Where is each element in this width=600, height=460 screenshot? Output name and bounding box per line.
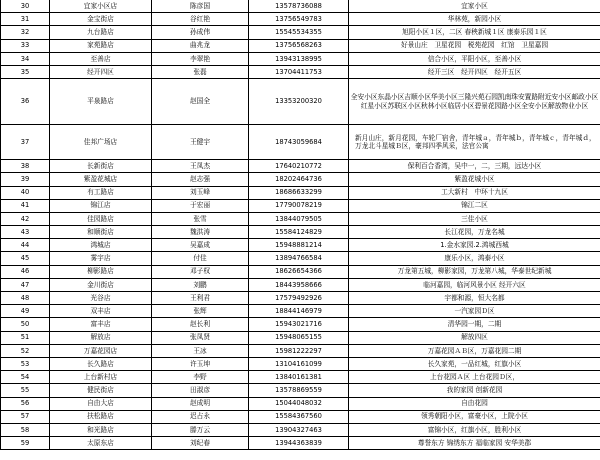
table-row — [1, 160, 600, 173]
contact-person-cell: 赵志强 — [152, 173, 249, 186]
service-area-cell: 万龙第五城，柳影家园，万龙第八城，华泰世纪新城 — [349, 265, 600, 278]
table-row — [1, 292, 600, 305]
phone-cell: 13578736088 — [249, 0, 349, 13]
contact-person-cell: 付佳 — [152, 252, 249, 265]
table-row — [1, 13, 600, 26]
row-number-cell: 56 — [1, 397, 50, 410]
table-row — [1, 397, 600, 410]
table-row — [1, 212, 600, 225]
service-area-cell: 长江花园，万龙名城 — [349, 226, 600, 239]
service-area-cell: 信合小区，平阳小区，至善小区 — [349, 52, 600, 65]
table-row — [1, 186, 600, 199]
row-number-cell: 54 — [1, 371, 50, 384]
contact-person-cell: 张磊 — [152, 65, 249, 78]
contact-person-cell: 张辉 — [152, 305, 249, 318]
phone-cell: 13844079505 — [249, 212, 349, 225]
phone-cell: 13104161099 — [249, 357, 349, 370]
table-row — [1, 344, 600, 357]
row-number-cell: 32 — [1, 26, 50, 39]
table-row — [1, 318, 600, 331]
store-name-cell: 鸿城店 — [50, 239, 152, 252]
phone-cell: 13894766584 — [249, 252, 349, 265]
service-area-cell: 富锦小区，红旗小区，胜利小区 — [349, 423, 600, 436]
phone-cell: 13840161381 — [249, 371, 349, 384]
contact-person-cell: 李翠艳 — [152, 52, 249, 65]
service-area-cell: 万嘉花园ＡＢ区，万嘉花园二期 — [349, 344, 600, 357]
row-number-cell: 52 — [1, 344, 50, 357]
contact-person-cell: 曲兆龙 — [152, 39, 249, 52]
phone-cell: 13578869559 — [249, 384, 349, 397]
service-area-cell: 工大新村 中环十九区 — [349, 186, 600, 199]
phone-cell: 18743059684 — [249, 125, 349, 160]
row-number-cell: 47 — [1, 278, 50, 291]
service-area-cell: 清华园一期，二期 — [349, 318, 600, 331]
store-name-cell: 光谷店 — [50, 292, 152, 305]
service-area-cell: 长久家苑，一品红城，红旗小区 — [349, 357, 600, 370]
store-name-cell: 佳园路店 — [50, 212, 152, 225]
phone-cell: 18202464736 — [249, 173, 349, 186]
store-name-cell: 宜家小区店 — [50, 0, 152, 13]
phone-cell: 13704411753 — [249, 65, 349, 78]
store-name-cell: 金宝街店 — [50, 13, 152, 26]
service-area-cell: 1.金水家园.2.鸿城西城 — [349, 239, 600, 252]
row-number-cell: 50 — [1, 318, 50, 331]
contact-person-cell: 李野 — [152, 371, 249, 384]
phone-cell: 13943138995 — [249, 52, 349, 65]
service-area-cell: 解放四区 — [349, 331, 600, 344]
table-row — [1, 65, 600, 78]
contact-person-cell: 滕万云 — [152, 423, 249, 436]
phone-cell: 15584367560 — [249, 410, 349, 423]
phone-cell: 17790078219 — [249, 199, 349, 212]
row-number-cell: 53 — [1, 357, 50, 370]
row-number-cell: 49 — [1, 305, 50, 318]
row-number-cell: 40 — [1, 186, 50, 199]
table-row — [1, 252, 600, 265]
table-row — [1, 173, 600, 186]
service-area-cell: 康乐小区，鸿泰小区 — [349, 252, 600, 265]
contact-person-cell: 陈彦国 — [152, 0, 249, 13]
phone-cell: 15948881214 — [249, 239, 349, 252]
contact-person-cell: 王利君 — [152, 292, 249, 305]
table-row — [1, 239, 600, 252]
row-number-cell: 46 — [1, 265, 50, 278]
phone-cell: 15545534355 — [249, 26, 349, 39]
table-row — [1, 26, 600, 39]
service-area-cell: 临河嘉园，临河风景小区 经开六区 — [349, 278, 600, 291]
row-number-cell: 58 — [1, 423, 50, 436]
contact-person-cell: 刘玉峰 — [152, 186, 249, 199]
row-number-cell: 44 — [1, 239, 50, 252]
table-row — [1, 305, 600, 318]
row-number-cell: 57 — [1, 410, 50, 423]
store-name-cell: 雾宇店 — [50, 252, 152, 265]
table-row — [1, 226, 600, 239]
row-number-cell: 35 — [1, 65, 50, 78]
table-row — [1, 199, 600, 212]
phone-cell: 13756549783 — [249, 13, 349, 26]
table-row — [1, 265, 600, 278]
phone-cell: 15948065155 — [249, 331, 349, 344]
contact-person-cell: 赵长利 — [152, 318, 249, 331]
store-name-cell: 解放店 — [50, 331, 152, 344]
contact-person-cell: 赵国全 — [152, 79, 249, 125]
store-name-cell: 双丰店 — [50, 305, 152, 318]
row-number-cell: 42 — [1, 212, 50, 225]
phone-cell: 17579492926 — [249, 292, 349, 305]
store-name-cell: 佳邦广场店 — [50, 125, 152, 160]
row-number-cell: 37 — [1, 125, 50, 160]
service-area-cell: 我的家园 创新花园 — [349, 384, 600, 397]
store-name-cell: 柳影路店 — [50, 265, 152, 278]
store-name-cell: 紫盈花城店 — [50, 173, 152, 186]
row-number-cell: 45 — [1, 252, 50, 265]
service-area-cell: 旭阳小区１区，二区 春秧新城１区 康泰乐园１区 — [349, 26, 600, 39]
service-area-cell: 经开三区 经开四区 经开五区 — [349, 65, 600, 78]
service-area-cell: 锦江二区 — [349, 199, 600, 212]
phone-cell: 13353200320 — [249, 79, 349, 125]
store-name-cell: 自由大店 — [50, 397, 152, 410]
table-row — [1, 371, 600, 384]
contact-person-cell: 张凤贤 — [152, 331, 249, 344]
store-name-cell: 经开四区 — [50, 65, 152, 78]
phone-cell: 13944363839 — [249, 437, 349, 450]
phone-cell: 15981222297 — [249, 344, 349, 357]
contact-person-cell: 谷红艳 — [152, 13, 249, 26]
service-area-cell: 尊誉东方 锦绣东方 福临家园 安华美郡 — [349, 437, 600, 450]
store-name-cell: 上台新村店 — [50, 371, 152, 384]
contact-person-cell: 吴嘉成 — [152, 239, 249, 252]
contact-person-cell: 王凤杰 — [152, 160, 249, 173]
table-row — [1, 384, 600, 397]
contact-person-cell: 魏洪涛 — [152, 226, 249, 239]
phone-cell: 18686633299 — [249, 186, 349, 199]
table-row — [1, 410, 600, 423]
row-number-cell: 55 — [1, 384, 50, 397]
phone-cell: 13904327463 — [249, 423, 349, 436]
store-name-cell: 太原东店 — [50, 437, 152, 450]
phone-cell: 15943021716 — [249, 318, 349, 331]
service-area-cell: 新月山庄，新月花园，车轮厂宿舍，青年城ａ，青年城ｂ，青年城ｃ，青年城ｄ，万龙北斗星城Ｂ区，豪邦四季风采，法官公寓 — [349, 125, 600, 160]
contact-person-cell: 刘纪春 — [152, 437, 249, 450]
phone-cell: 13756568263 — [249, 39, 349, 52]
service-area-cell: 上台花园Ａ区 上台花园Ｄ区， — [349, 371, 600, 384]
row-number-cell: 41 — [1, 199, 50, 212]
store-table-body — [1, 0, 600, 450]
table-row — [1, 0, 600, 13]
store-name-cell: 家苑路店 — [50, 39, 152, 52]
row-number-cell: 43 — [1, 226, 50, 239]
service-area-cell: 好景山庄 卫星花园 税苑花园 红馆 卫星嘉园 — [349, 39, 600, 52]
store-name-cell: 万嘉花园店 — [50, 344, 152, 357]
store-name-cell: 健民街店 — [50, 384, 152, 397]
row-number-cell: 36 — [1, 79, 50, 125]
service-area-cell: 宇都和源，恒大名都 — [349, 292, 600, 305]
table-row — [1, 39, 600, 52]
row-number-cell: 48 — [1, 292, 50, 305]
contact-person-cell: 王健宇 — [152, 125, 249, 160]
table-row — [1, 278, 600, 291]
store-name-cell: 长新街店 — [50, 160, 152, 173]
store-name-cell: 锦江店 — [50, 199, 152, 212]
row-number-cell: 39 — [1, 173, 50, 186]
contact-person-cell: 许玉坤 — [152, 357, 249, 370]
phone-cell: 15044048032 — [249, 397, 349, 410]
store-name-cell: 金川街店 — [50, 278, 152, 291]
row-number-cell: 51 — [1, 331, 50, 344]
store-name-cell: 九台路店 — [50, 26, 152, 39]
table-row — [1, 437, 600, 450]
table-row — [1, 125, 600, 160]
phone-cell: 15584124829 — [249, 226, 349, 239]
service-area-cell: 一汽家园Ｄ区 — [349, 305, 600, 318]
contact-person-cell: 刘鹏 — [152, 278, 249, 291]
store-name-cell: 和顺街店 — [50, 226, 152, 239]
contact-person-cell: 邓子权 — [152, 265, 249, 278]
store-name-cell: 至善店 — [50, 52, 152, 65]
service-area-cell: 自由花园 — [349, 397, 600, 410]
store-name-cell: 扶松路店 — [50, 410, 152, 423]
row-number-cell: 38 — [1, 160, 50, 173]
service-area-cell: 三佳小区 — [349, 212, 600, 225]
contact-person-cell: 孙成伟 — [152, 26, 249, 39]
service-area-cell: 全安小区东晶小区吉顺小区华美小区三隆兴苑石园凯南珠安置路附近安小区邮政小区红星小区苏联区小区秋林小区临居小区碧景花园路小区全安小区解放物业小区 — [349, 79, 600, 125]
row-number-cell: 31 — [1, 13, 50, 26]
row-number-cell: 33 — [1, 39, 50, 52]
service-area-cell: 华林苑，新园小区 — [349, 13, 600, 26]
store-name-cell: 平泉路店 — [50, 79, 152, 125]
contact-person-cell: 田淑彦 — [152, 384, 249, 397]
contact-person-cell: 王冰 — [152, 344, 249, 357]
service-area-cell: 保利百合香湾，吴中一，二，三期，远达小区 — [349, 160, 600, 173]
table-row — [1, 357, 600, 370]
phone-cell: 18844146979 — [249, 305, 349, 318]
table-row — [1, 331, 600, 344]
row-number-cell: 30 — [1, 0, 50, 13]
service-area-cell: 紫盈花城小区 — [349, 173, 600, 186]
contact-person-cell: 张雪 — [152, 212, 249, 225]
service-area-cell: 宜家小区 — [349, 0, 600, 13]
store-name-cell: 和光路店 — [50, 423, 152, 436]
table-row — [1, 52, 600, 65]
phone-cell: 18626654366 — [249, 265, 349, 278]
phone-cell: 18443958666 — [249, 278, 349, 291]
row-number-cell: 59 — [1, 437, 50, 450]
table-row — [1, 79, 600, 125]
store-name-cell: 有工路店 — [50, 186, 152, 199]
contact-person-cell: 迟占永 — [152, 410, 249, 423]
store-name-cell: 富丰店 — [50, 318, 152, 331]
contact-person-cell: 赵成明 — [152, 397, 249, 410]
phone-cell: 17640210772 — [249, 160, 349, 173]
store-name-cell: 长久路店 — [50, 357, 152, 370]
service-area-cell: 领秀朝阳小区，富豪小区，上院小区 — [349, 410, 600, 423]
contact-person-cell: 于宏丽 — [152, 199, 249, 212]
table-row — [1, 423, 600, 436]
row-number-cell: 34 — [1, 52, 50, 65]
